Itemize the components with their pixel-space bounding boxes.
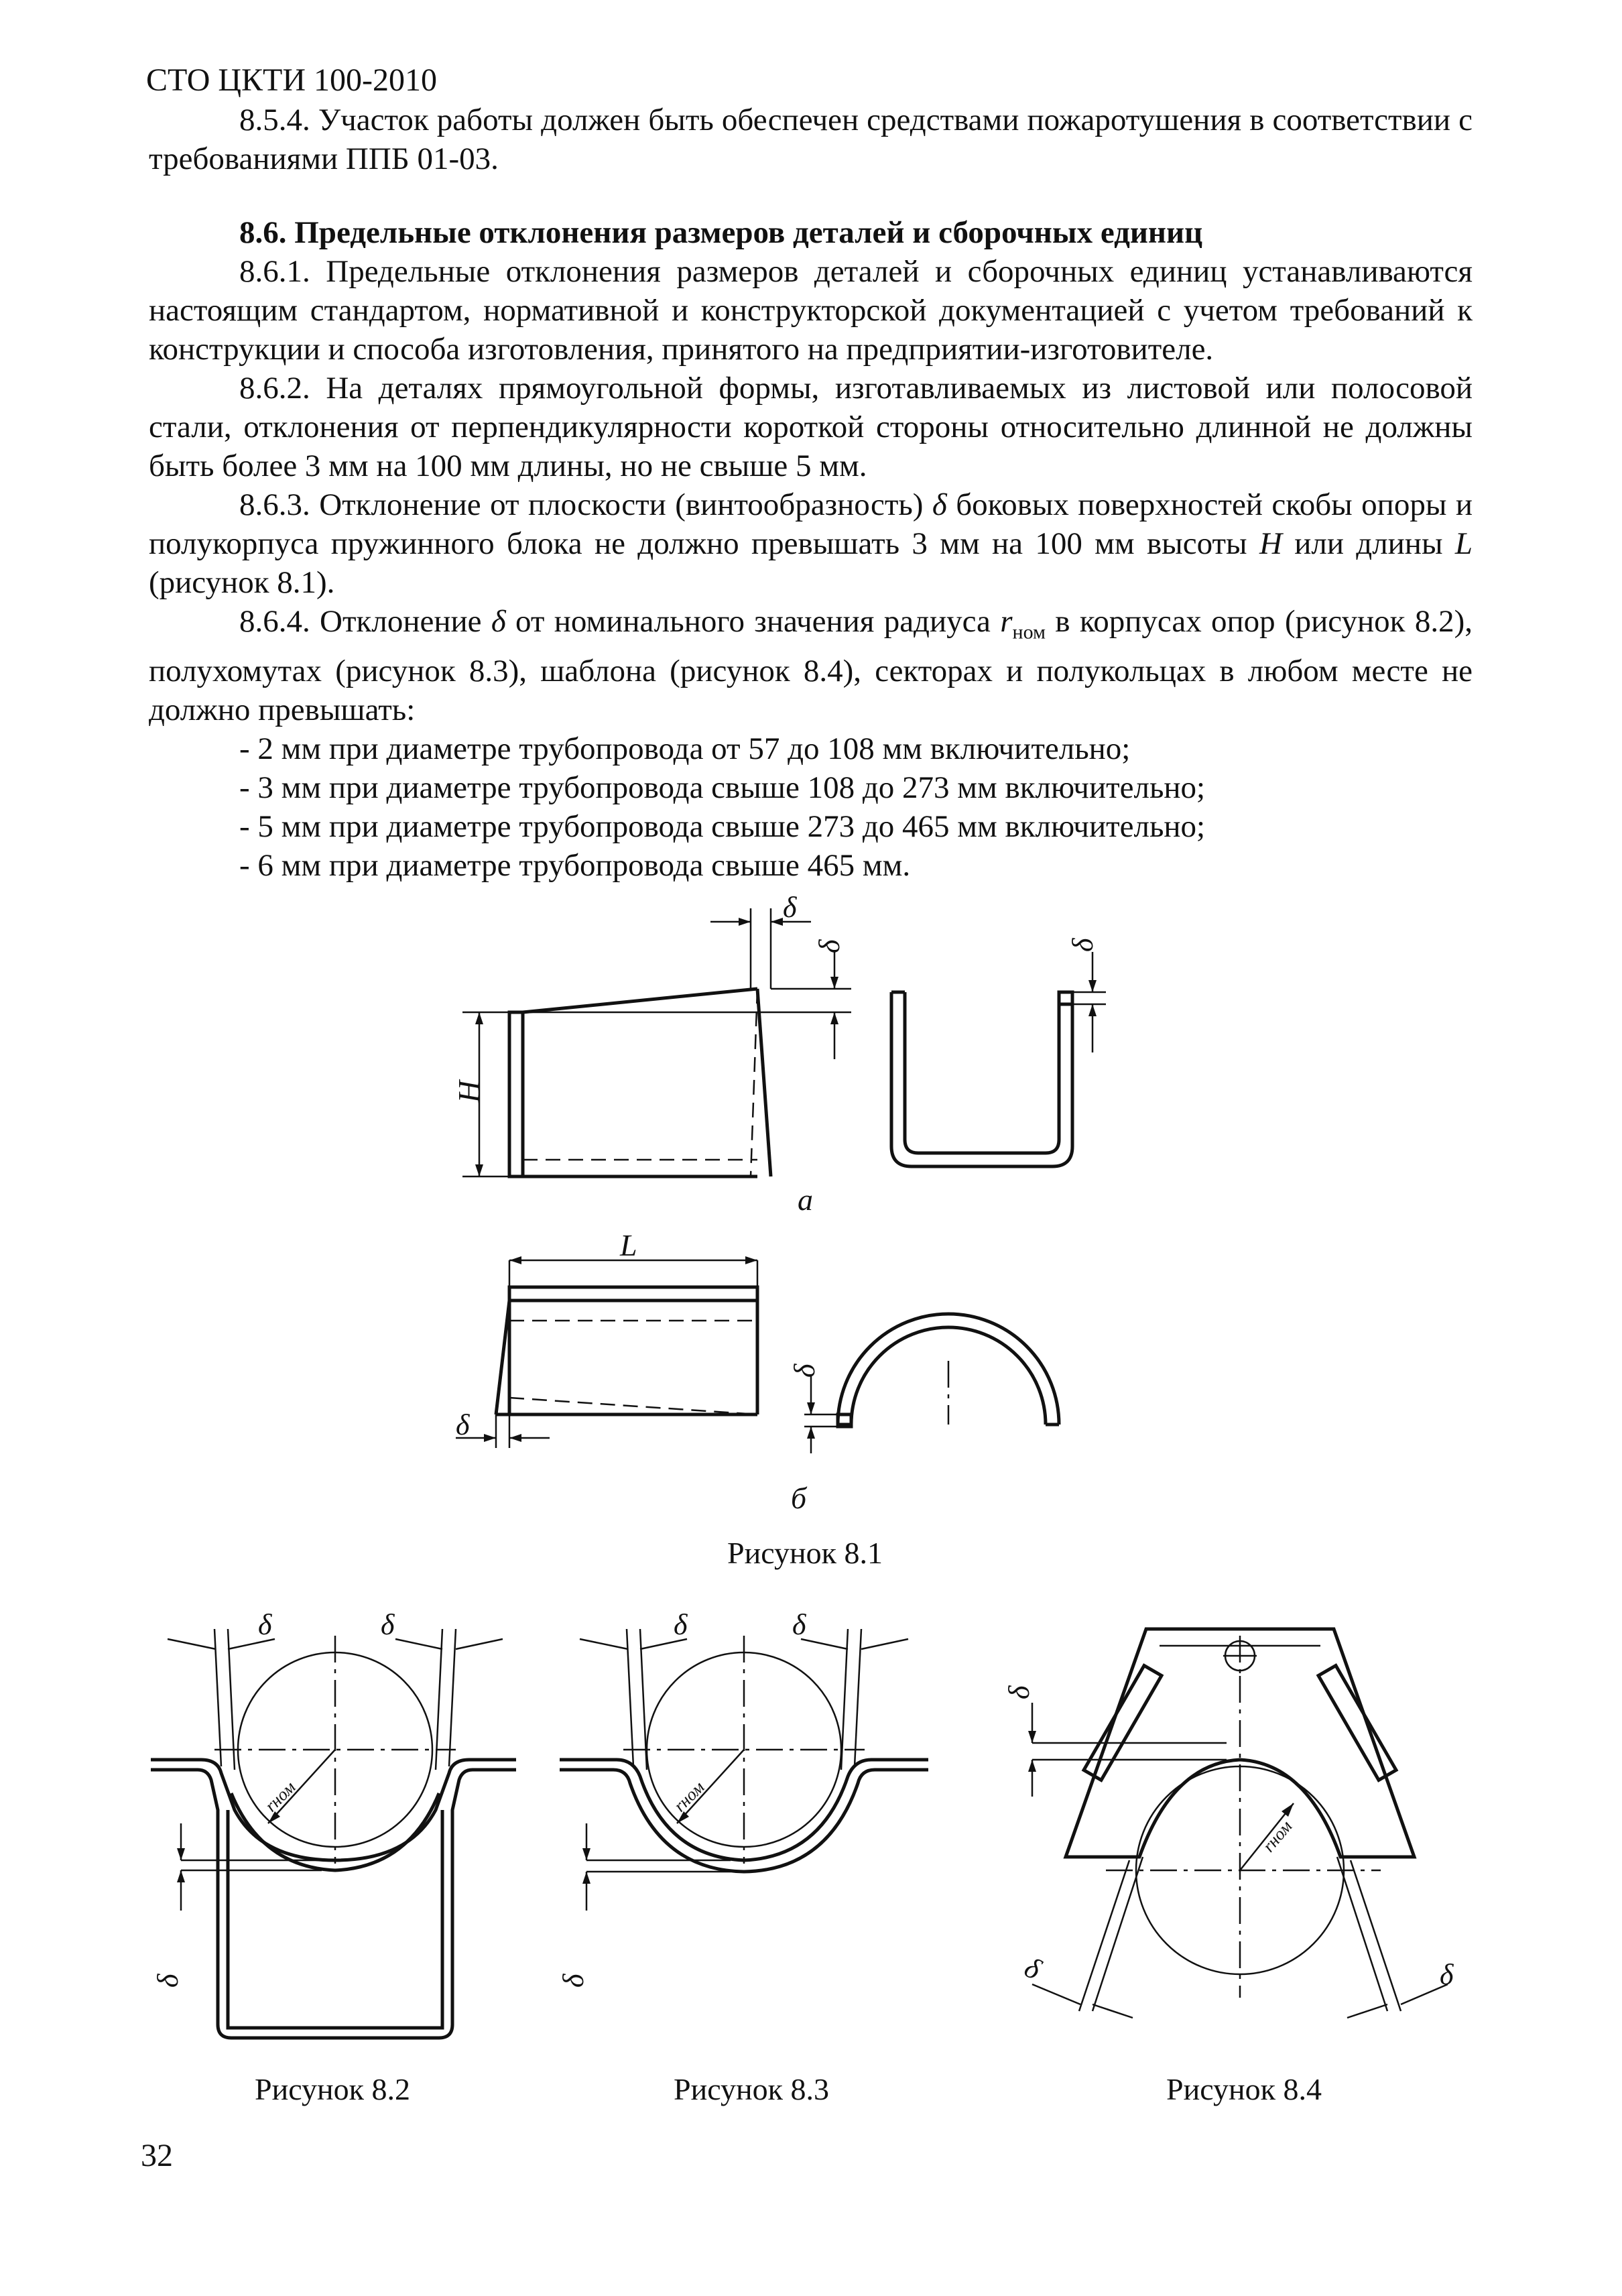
fig81b-delta-ring: δ xyxy=(788,1364,821,1378)
fig81b-L-label: L xyxy=(620,1228,637,1262)
fig84-delta-left: δ xyxy=(1003,1685,1036,1699)
list-item-4: - 6 мм при диаметре трубопровода свыше 465 мм. xyxy=(239,848,911,884)
fig82-rnom-label: rном xyxy=(261,1777,300,1816)
p864-text-1: 8.6.4. Отклонение xyxy=(239,604,491,639)
figure-8-1a-left xyxy=(442,892,871,1213)
caption-figure-8-1: Рисунок 8.1 xyxy=(727,1536,883,1570)
p863-text-4: (рисунок 8.1). xyxy=(149,565,335,600)
caption-figure-8-2: Рисунок 8.2 xyxy=(255,2072,410,2106)
caption-figure-8-3: Рисунок 8.3 xyxy=(674,2072,829,2106)
p863-text-3: или длины xyxy=(1282,526,1455,561)
document-header: СТО ЦКТИ 100-2010 xyxy=(146,62,438,98)
p864-delta: δ xyxy=(491,604,506,639)
paragraph-8-6-2: 8.6.2. На деталях прямоугольной формы, изготавливаемых из листовой или полосовой стали, отклонения от перпендикулярности короткой стороны относительно длинной не должны быть более 3 мм на 100 мм длины, но не свыше 5 мм. xyxy=(149,371,1473,483)
fig81b-delta-left: δ xyxy=(456,1408,470,1441)
figure-8-1b-left xyxy=(436,1228,784,1475)
figure-8-4 xyxy=(992,1609,1488,2065)
fig82-delta-right: δ xyxy=(381,1608,395,1641)
list-item-1: - 2 мм при диаметре трубопровода от 57 до 108 мм включительно; xyxy=(239,731,1131,767)
paragraph-8-6-1: 8.6.1. Предельные отклонения размеров деталей и сборочных единиц устанавливаются настоящим стандартом, нормативной и конструкторской документацией с учетом требований к конструкции и способа изготовления, принятого на предприятии-изготовителе. xyxy=(149,254,1473,367)
figure-8-1a-right xyxy=(871,925,1126,1180)
p864-r: r xyxy=(1000,604,1013,639)
figure-8-1b-sublabel-wrap xyxy=(784,1475,824,1522)
fig81-sublabel-a: а xyxy=(798,1183,813,1217)
figure-8-1a-sublabel-wrap xyxy=(791,1180,831,1220)
p864-text-3: в корпусах опор (рисунок 8.2), полухомутах (рисунок 8.3), шаблона (рисунок 8.4), секторах и полукольцах в любом месте не должно превышать: xyxy=(149,604,1473,728)
p863-L: L xyxy=(1454,526,1473,561)
p863-text-1: 8.6.3. Отклонение от плоскости (винтообразность) xyxy=(239,487,932,522)
fig81-sublabel-b: б xyxy=(791,1481,807,1515)
p863-text-2: боковых поверхностей скобы опоры и полукорпуса пружинного блока не должно превышать 3 мм на 100 мм высоты xyxy=(149,487,1473,561)
fig84-rnom-label: rном xyxy=(1259,1817,1296,1856)
paragraph-8-6-3 xyxy=(149,485,1473,602)
paragraph-8-6-4 xyxy=(149,602,1473,729)
fig81a-delta-u: δ xyxy=(1066,938,1099,952)
list-item-2: - 3 мм при диаметре трубопровода свыше 108 до 273 мм включительно; xyxy=(239,770,1206,806)
fig83-delta-bottom: δ xyxy=(557,1974,590,1988)
fig83-delta-right: δ xyxy=(792,1608,806,1641)
p864-text-2: от номинального значения радиуса xyxy=(505,604,1001,639)
p864-r-sub: ном xyxy=(1012,621,1046,644)
fig81a-plate-edge xyxy=(509,1012,523,1176)
fig83-delta-left: δ xyxy=(674,1608,688,1641)
page-number: 32 xyxy=(141,2138,173,2173)
fig82-delta-left: δ xyxy=(258,1608,272,1641)
fig81a-delta-top: δ xyxy=(783,891,797,924)
p863-H: H xyxy=(1259,526,1282,561)
fig84-delta-bottom-right: δ xyxy=(1440,1958,1454,1991)
fig84-delta-bottom-left: δ xyxy=(1019,1950,1046,1986)
caption-figure-8-4: Рисунок 8.4 xyxy=(1166,2072,1322,2106)
fig81a-delta-right: δ xyxy=(813,939,846,953)
figure-8-1b-right xyxy=(784,1301,1099,1455)
paragraph-8-5-4: 8.5.4. Участок работы должен быть обеспечен средствами пожаротушения в соответствии с требованиями ППБ 01-03. xyxy=(149,103,1473,176)
p863-delta: δ xyxy=(932,487,947,522)
fig83-rnom-label: rном xyxy=(670,1777,708,1816)
list-item-3: - 5 мм при диаметре трубопровода свыше 273 до 465 мм включительно; xyxy=(239,809,1206,845)
text-block xyxy=(149,101,1473,885)
figure-8-3 xyxy=(550,1608,938,1988)
figure-8-2 xyxy=(141,1609,529,2051)
section-heading-8-6: 8.6. Предельные отклонения размеров деталей и сборочных единиц xyxy=(239,215,1203,250)
fig81a-H-label: H xyxy=(452,1080,486,1103)
fig82-delta-bottom: δ xyxy=(151,1974,184,1988)
